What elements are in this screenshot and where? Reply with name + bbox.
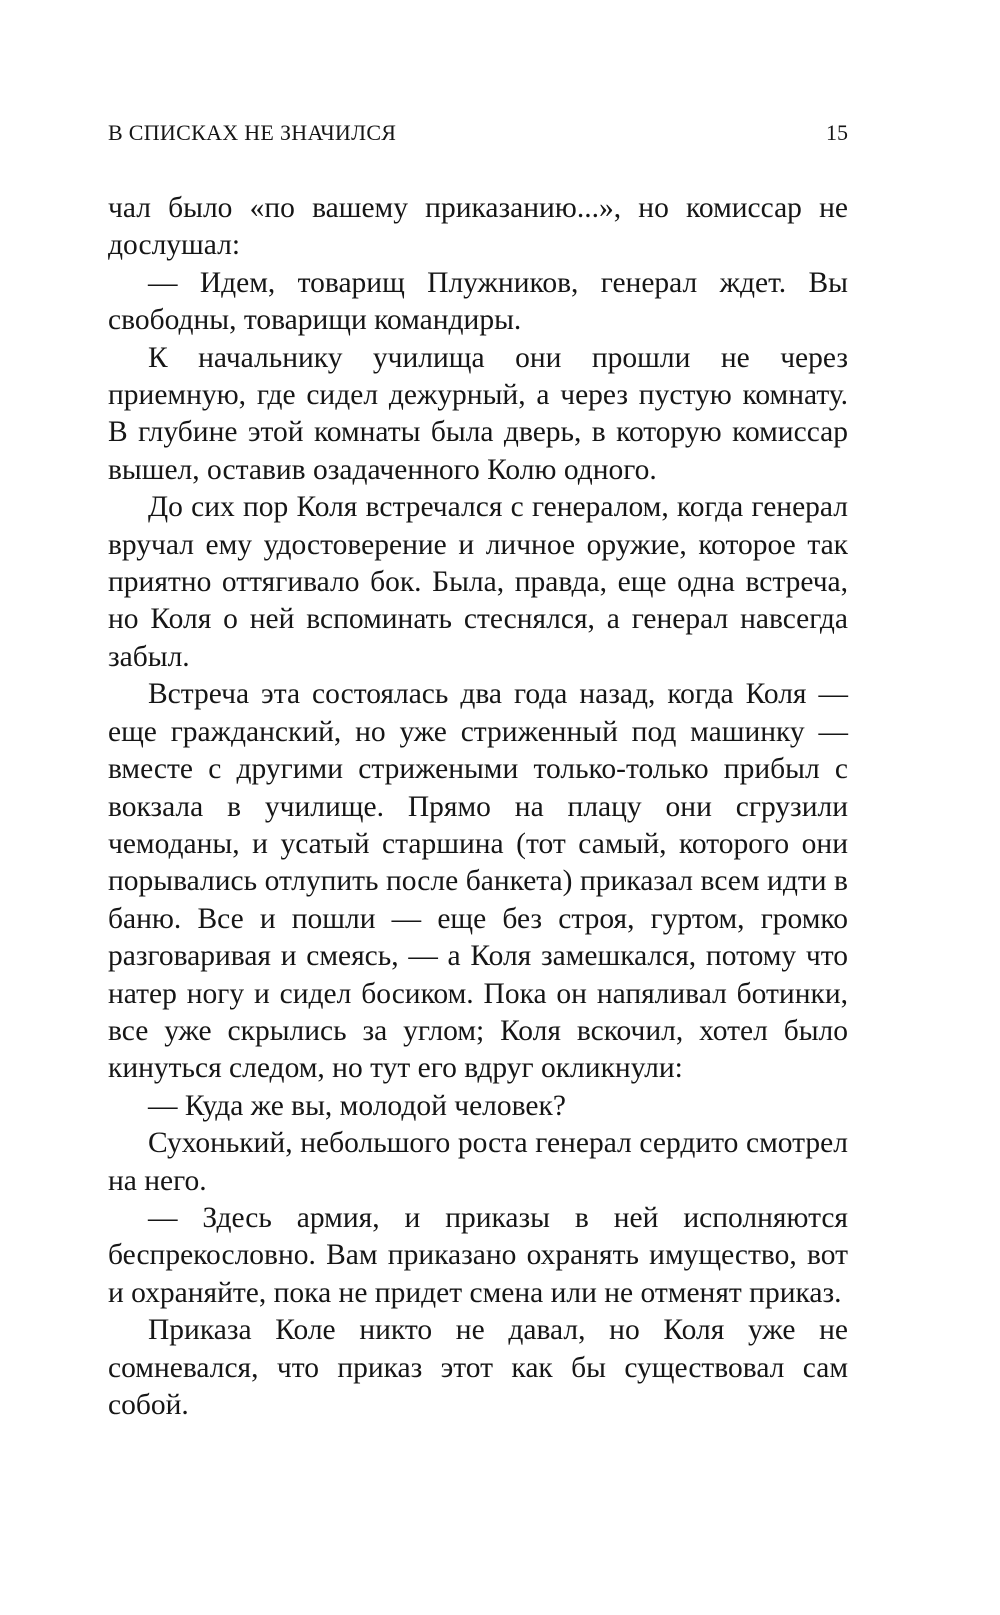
paragraph: К начальнику училища они прошли не через приемную, где сидел дежурный, а через пустую комнату. В глубине этой комнаты была дверь, в которую комиссар вышел, оставив озадаченного Колю одного. bbox=[108, 341, 848, 486]
paragraph: Приказа Коле никто не давал, но Коля уже не сомневался, что приказ этот как бы существовал сам собой. bbox=[108, 1314, 848, 1421]
page-number: 15 bbox=[826, 120, 848, 145]
paragraph: Сухонький, небольшого роста генерал сердито смотрел на него. bbox=[108, 1127, 848, 1197]
running-title: В СПИСКАХ НЕ ЗНАЧИЛСЯ bbox=[108, 120, 397, 145]
paragraph: — Куда же вы, молодой человек? bbox=[148, 1089, 566, 1122]
paragraph: До сих пор Коля встречался с генералом, когда генерал вручал ему удостоверение и личное оружие, которое так приятно оттягивало бок. Была, правда, еще одна встреча, но Коля о ней вспоминать стеснялся, а генерал навсегда забыл. bbox=[108, 491, 848, 673]
running-head bbox=[108, 120, 848, 150]
body-text bbox=[108, 190, 848, 1424]
paragraph: Встреча эта состоялась два года назад, когда Коля — еще гражданский, но уже стриженный под машинку — вместе с другими стрижеными только-только прибыл с вокзала в училище. Прямо на плацу они сгрузили чемоданы, и усатый старшина (тот самый, которого они порывались отлупить после банкета) приказал всем идти в баню. Все и пошли — еще без строя, гуртом, громко разговаривая и смеясь, — а Коля замешкался, потому что натер ногу и сидел босиком. Пока он напяливал ботинки, все уже скрылись за углом; Коля вскочил, хотел было кинуться следом, но тут его вдруг окликнули: bbox=[108, 678, 848, 1085]
paragraph: — Идем, товарищ Плужников, генерал ждет. Вы свободны, товарищи командиры. bbox=[108, 266, 848, 337]
paragraph: — Здесь армия, и приказы в ней исполняются беспрекословно. Вам приказано охранять имущество, вот и охраняйте, пока не придет смена или не отменят приказ. bbox=[108, 1201, 848, 1309]
paragraph: чал было «по вашему приказанию...», но комиссар не дослушал: bbox=[108, 192, 848, 262]
